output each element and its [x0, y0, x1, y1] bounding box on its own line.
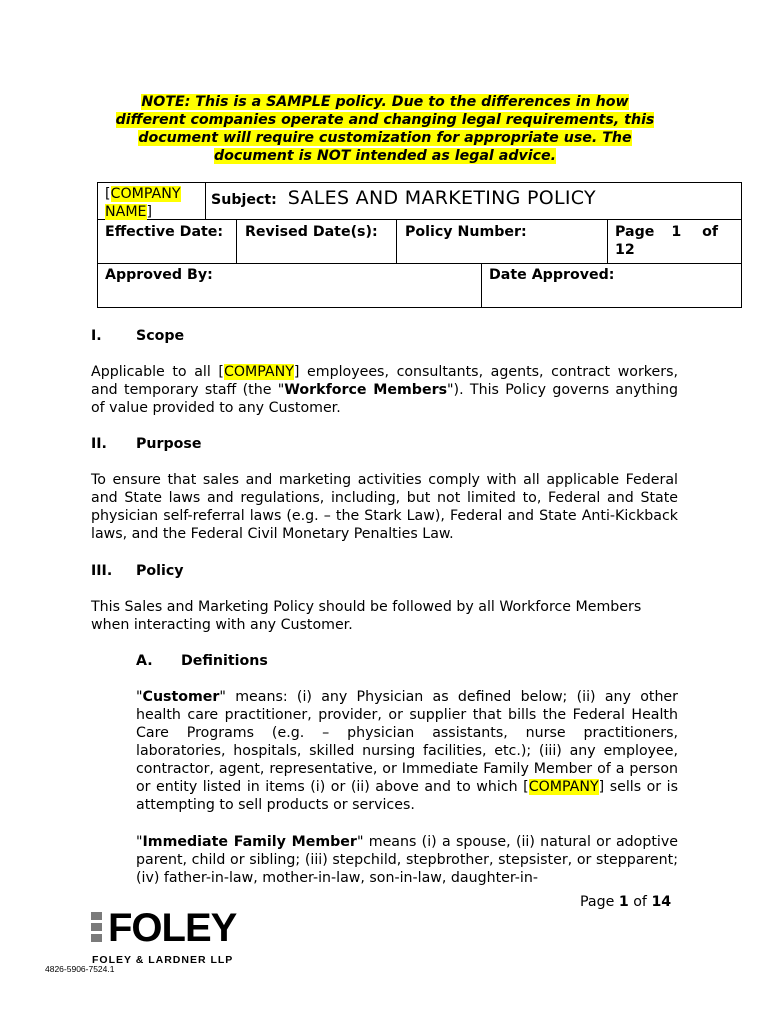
workforce-members-term: Workforce Members [284, 382, 448, 398]
section-heading-purpose [91, 435, 201, 453]
foley-logo-icon [91, 912, 105, 944]
policy-number-label: Policy Number: [405, 224, 527, 240]
section-title: Purpose [136, 436, 202, 452]
section-title: Policy [136, 563, 184, 579]
page-total: 12 [615, 242, 635, 258]
customer-definition-tail: ] sells or is attempting to sell products or services. [136, 779, 678, 813]
revised-dates-label: Revised Date(s): [245, 224, 378, 240]
policy-paragraph: This Sales and Marketing Policy should be followed by all Workforce Members when interacting with any Customer. [91, 599, 642, 633]
company-placeholder-name: NAME [105, 204, 147, 220]
scope-text-mid: ] employees, consultants, agents, contract workers, and temporary staff (the " [91, 364, 678, 398]
scope-paragraph [91, 363, 678, 417]
section-number: II. [91, 436, 107, 452]
approved-by-label: Approved By: [105, 267, 213, 283]
foley-logo-wordmark: FOLEY [108, 906, 237, 950]
subject-label: Subject: [211, 192, 277, 208]
effective-date-label: Effective Date: [105, 224, 224, 240]
date-approved-label: Date Approved: [489, 267, 615, 283]
footer-page-prefix: Page [580, 894, 619, 910]
subsection-number: A. [136, 653, 153, 669]
footer-page-of: of [628, 894, 652, 910]
customer-definition: "Customer" means: (i) any Physician as defined below; (ii) any other health care practitioner, provider, or supplier that bills the Federal Health Care Programs (e.g. – physician assistants, nurse practitioners, laboratories, hospitals, skilled nursing facilities, etc.); (iii) any employee, contractor, agent, representative, or Immediate Family Member of a person or entity listed in items (i) or (ii) above and to which [COMPANY] sells or is attempting to sell products or services. [136, 689, 678, 813]
footer-page-current: 1 [618, 894, 629, 910]
section-heading-scope [91, 327, 184, 345]
company-placeholder: COMPANY [223, 364, 294, 380]
subject-value: SALES AND MARKETING POLICY [287, 187, 596, 209]
family-member-definition-text: " means (i) a spouse, (ii) natural or adoptive parent, child or sibling; (iii) stepchild, stepbrother, stepsister, or stepparent; (iv) father-in-law, mother-in-law, son-in-law, daughter-in- [136, 834, 679, 886]
purpose-paragraph: To ensure that sales and marketing activities comply with all applicable Federal and State laws and regulations, including, but not limited to, Federal and State physician self-referral laws (e.g. – the Stark Law), Federal and State Anti-Kickback laws, and the Federal Civil Monetary Penalties Law. [91, 472, 678, 542]
company-placeholder: COMPANY [528, 779, 599, 795]
page-label: Page [615, 224, 655, 240]
subject-cell [211, 189, 736, 209]
page-number: 1 [671, 224, 682, 240]
sample-note [92, 93, 678, 165]
note-line-1: NOTE: This is a SAMPLE policy. Due to the differences in how [141, 94, 629, 110]
page-number-footer [580, 893, 671, 911]
note-line-3: document will require customization for appropriate use. The [138, 130, 632, 146]
company-name-cell: [COMPANY NAME] [105, 186, 181, 220]
family-member-definition: "Immediate Family Member" means (i) a spouse, (ii) natural or adoptive parent, child or sibling; (iii) stepchild, stepbrother, stepsister, or stepparent; (iv) father-in-law, mother-in-law, son-in-law, daughter-in- [136, 834, 679, 886]
customer-definition-text: " means: (i) any Physician as defined below; (ii) any other health care practitioner, provider, or supplier that bills the Federal Health Care Programs (e.g. – physician assistants, nurse practitioners, laboratories, hospitals, skilled nursing facilities, etc.); (iii) any employee, contractor, agent, representative, or Immediate Family Member of a person or entity listed in items (i) or (ii) above and to which [ [136, 689, 678, 795]
subsection-title: Definitions [181, 653, 268, 669]
footer-page-total: 14 [651, 894, 672, 910]
note-line-4: document is NOT intended as legal advice. [213, 148, 557, 164]
note-line-2: different companies operate and changing legal requirements, this [115, 112, 655, 128]
section-title: Scope [136, 328, 185, 344]
section-number: I. [91, 328, 102, 344]
family-member-term: Immediate Family Member [142, 834, 357, 850]
foley-lardner-subtext: FOLEY & LARDNER LLP [92, 954, 234, 966]
page-of: of [702, 224, 719, 240]
section-number: III. [91, 563, 113, 579]
policy-header-table [97, 182, 742, 308]
page-cell [615, 223, 735, 259]
document-id: 4826-5906-7524.1 [45, 964, 115, 974]
scope-text-tail: "). This Policy governs anything of value provided to any Customer. [91, 382, 679, 416]
section-heading-policy [91, 562, 184, 580]
customer-term: Customer [142, 689, 220, 705]
subsection-heading-definitions [136, 652, 268, 670]
scope-text-lead: Applicable to all [ [91, 364, 224, 380]
company-placeholder: COMPANY [110, 186, 181, 202]
